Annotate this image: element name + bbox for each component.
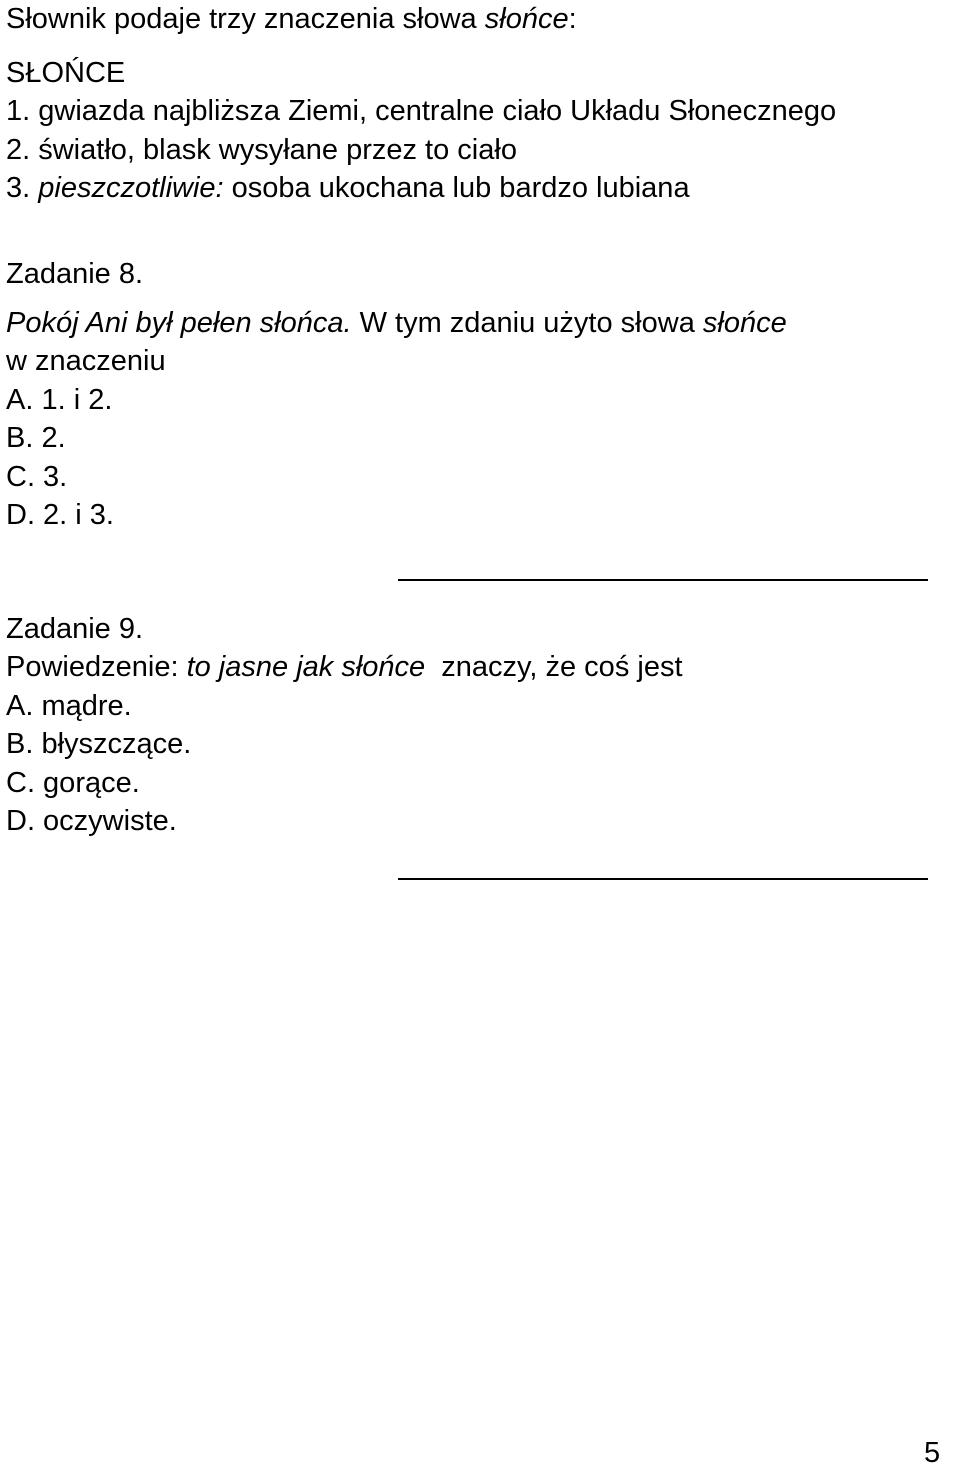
meaning-3-label: pieszczotliwie: bbox=[38, 172, 224, 204]
task9-option-c: C. gorące. bbox=[6, 767, 140, 799]
page-number: 5 bbox=[924, 1437, 941, 1469]
task8-answer-line[interactable] bbox=[398, 579, 928, 581]
task9-prompt-b: znaczy, że coś jest bbox=[441, 651, 683, 683]
intro-word: słońce bbox=[484, 3, 569, 35]
task9-title: Zadanie 9. bbox=[6, 613, 144, 645]
task9-prompt-a: Powiedzenie: bbox=[6, 651, 179, 683]
intro-text: Słownik podaje trzy znaczenia słowa bbox=[6, 3, 477, 35]
task9-idiom: to jasne jak słońce bbox=[186, 651, 426, 683]
task8-option-d: D. 2. i 3. bbox=[6, 499, 114, 531]
meaning-3-text: osoba ukochana lub bardzo lubiana bbox=[231, 172, 690, 204]
entry-meaning-1: 1. gwiazda najbliższa Ziemi, centralne ciało Układu Słonecznego bbox=[6, 95, 837, 127]
entry-headword: SŁOŃCE bbox=[6, 57, 126, 89]
task8-question-word: słońce bbox=[702, 307, 787, 339]
entry-meaning-3 bbox=[6, 171, 690, 205]
task9-option-a: A. mądre. bbox=[6, 690, 132, 722]
task9-prompt bbox=[6, 650, 683, 684]
task8-title: Zadanie 8. bbox=[6, 258, 144, 290]
task8-question bbox=[6, 306, 787, 340]
intro-line bbox=[6, 2, 577, 36]
entry-meaning-2: 2. światło, blask wysyłane przez to ciało bbox=[6, 134, 517, 166]
task8-sentence: Pokój Ani był pełen słońca. bbox=[6, 307, 352, 339]
task8-question-a: W tym zdaniu użyto słowa bbox=[359, 307, 695, 339]
task9-answer-line[interactable] bbox=[398, 878, 928, 880]
intro-colon: : bbox=[568, 3, 577, 35]
meaning-3-number: 3. bbox=[6, 172, 31, 204]
task8-option-a: A. 1. i 2. bbox=[6, 384, 113, 416]
task8-option-b: B. 2. bbox=[6, 422, 66, 454]
task9-option-d: D. oczywiste. bbox=[6, 805, 177, 837]
task8-option-c: C. 3. bbox=[6, 461, 68, 493]
task9-option-b: B. błyszczące. bbox=[6, 728, 192, 760]
task8-question-b: w znaczeniu bbox=[6, 345, 166, 377]
